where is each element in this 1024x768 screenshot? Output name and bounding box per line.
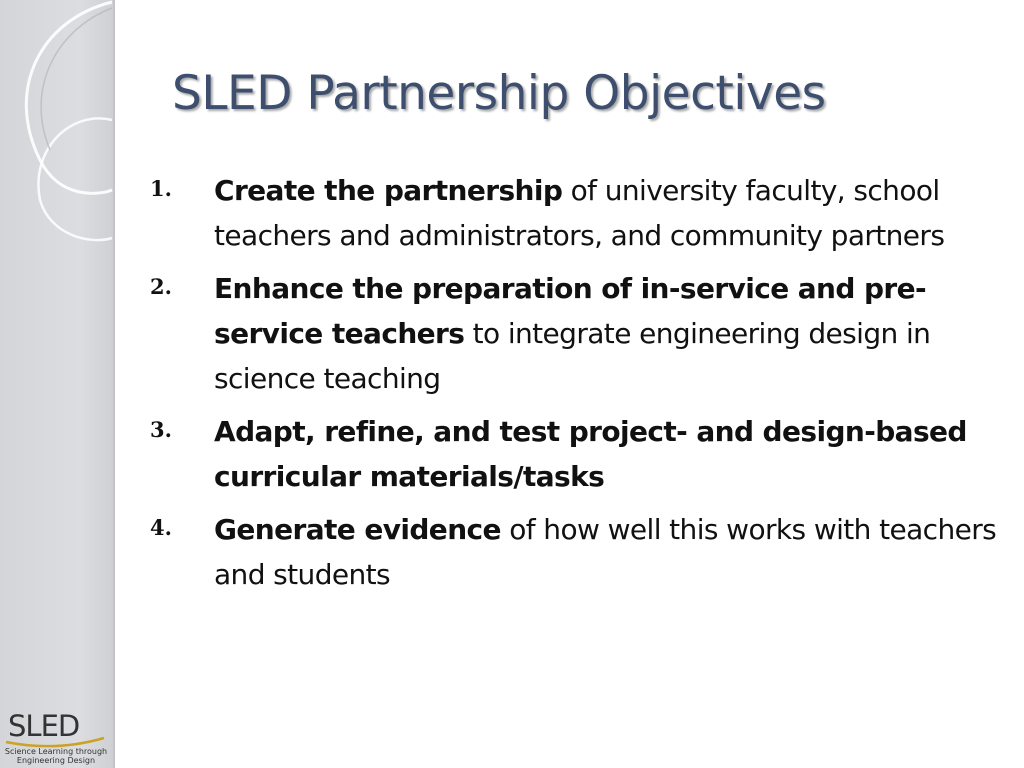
objective-emphasis: Enhance the preparation of in-service and pre-service teachers bbox=[214, 272, 927, 350]
logo-tagline-line2: Engineering Design bbox=[16, 756, 96, 765]
objective-text bbox=[214, 168, 1000, 258]
objective-emphasis: Adapt, refine, and test project- and design-based curricular materials/tasks bbox=[214, 415, 967, 493]
objective-number: 4. bbox=[150, 515, 172, 540]
objective-number: 1. bbox=[150, 176, 172, 201]
logo-wordmark: SLED bbox=[8, 709, 80, 743]
logo-tagline-line1: Science Learning through bbox=[4, 747, 108, 756]
objective-emphasis: Create the partnership bbox=[214, 174, 563, 207]
slide-title: SLED Partnership Objectives bbox=[172, 66, 826, 121]
objective-text bbox=[214, 507, 1000, 597]
sled-logo bbox=[4, 710, 108, 766]
objective-text bbox=[214, 266, 1000, 401]
objective-item bbox=[150, 507, 1000, 597]
objective-emphasis: Generate evidence bbox=[214, 513, 501, 546]
decorative-swirl bbox=[0, 0, 130, 260]
objective-item bbox=[150, 266, 1000, 401]
objective-item bbox=[150, 409, 1000, 499]
objective-detail: of how well this works with teachers and students bbox=[214, 513, 997, 591]
objective-text bbox=[214, 409, 1000, 499]
objective-detail: of university faculty, school teachers and administrators, and community partners bbox=[214, 174, 945, 252]
objective-number: 2. bbox=[150, 274, 172, 299]
objective-detail: to integrate engineering design in science teaching bbox=[214, 317, 931, 395]
objective-number: 3. bbox=[150, 417, 172, 442]
objective-item bbox=[150, 168, 1000, 258]
objectives-list bbox=[150, 168, 1000, 605]
